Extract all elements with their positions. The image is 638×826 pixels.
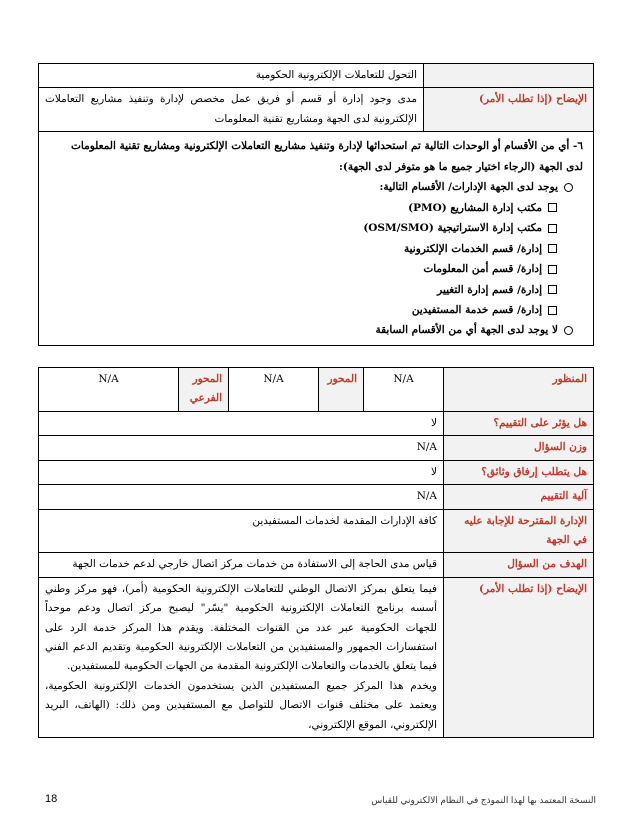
row-value: N/A (39, 436, 444, 460)
subaxis-value: N/A (39, 368, 179, 412)
row-value: لا (39, 411, 444, 435)
question-metadata-table (38, 367, 594, 738)
row-label: آلية التقييم (444, 485, 594, 509)
explanation-label: الإيضاح (إذا تطلب الأمر) (424, 88, 594, 132)
explanation-value: مدى وجود إدارة أو قسم أو فريق عمل مخصص لإدارة وتنفيذ مشاريع التعاملات الإلكترونية لدى الجهة ومشاريع تقنية المعلومات (39, 88, 424, 132)
perspective-value: N/A (364, 368, 444, 412)
axis-label: المحور (319, 368, 364, 412)
sub-option-label: إدارة/ قسم الخدمات الإلكترونية (403, 242, 542, 255)
sub-option-label: مكتب إدارة المشاريع (PMO) (408, 201, 542, 214)
row-value: N/A (39, 485, 444, 509)
option-exists-label: يوجد لدى الجهة الإدارات/ الأقسام التالية: (379, 181, 558, 194)
option-none-label: لا يوجد لدى الجهة أي من الأقسام السابقة (375, 324, 558, 337)
row-label: وزن السؤال (444, 436, 594, 460)
option-none[interactable] (49, 320, 583, 340)
explanation-value (39, 577, 444, 737)
sub-option-label: إدارة/ قسم إدارة التغيير (437, 283, 542, 296)
sub-option-label: مكتب إدارة الاستراتيجية (OSM/SMO) (363, 222, 542, 235)
sub-option-label: إدارة/ قسم أمن المعلومات (423, 263, 542, 276)
explanation-label: الإيضاح (إذا تطلب الأمر) (444, 577, 594, 737)
table-row (39, 436, 594, 460)
table-row (39, 411, 594, 435)
table-row (39, 368, 594, 412)
subaxis-label: المحور الفرعي (179, 368, 229, 412)
sub-option[interactable] (49, 259, 583, 279)
question-cell (39, 132, 594, 346)
option-exists[interactable] (49, 177, 583, 197)
row-value: التحول للتعاملات الإلكترونية الحكومية (39, 64, 424, 88)
table-row (39, 485, 594, 509)
table-row (39, 460, 594, 484)
checkbox-icon[interactable] (548, 306, 557, 315)
axis-value: N/A (229, 368, 319, 412)
table-row (39, 88, 594, 132)
radio-circle-icon[interactable] (564, 183, 573, 192)
sub-option[interactable] (49, 198, 583, 218)
sub-option[interactable] (49, 239, 583, 259)
question-text-line1: ٦- أي من الأقسام أو الوحدات التالية تم استحداثها لإدارة وتنفيذ مشاريع التعاملات الإلكترونية ومشاريع تقنية المعلومات (71, 140, 583, 153)
row-label: هل يؤثر على التقييم؟ (444, 411, 594, 435)
page-number: 18 (45, 793, 58, 805)
checkbox-icon[interactable] (548, 244, 557, 253)
table-row (39, 509, 594, 553)
checkbox-icon[interactable] (548, 265, 557, 274)
question-table-top (38, 63, 594, 346)
page-footer (0, 793, 638, 809)
sub-option-label: إدارة/ قسم خدمة المستفيدين (411, 304, 542, 317)
row-value: كافة الإدارات المقدمة لخدمات المستفيدين (39, 509, 444, 553)
sub-option[interactable] (49, 280, 583, 300)
row-value: قياس مدى الحاجة إلى الاستفادة من خدمات مركز اتصال خارجي لدعم خدمات الجهة (39, 553, 444, 577)
checkbox-icon[interactable] (548, 224, 557, 233)
row-label-empty (424, 64, 594, 88)
row-label: الهدف من السؤال (444, 553, 594, 577)
radio-circle-icon[interactable] (564, 326, 573, 335)
table-row (39, 64, 594, 88)
perspective-label: المنظور (444, 368, 594, 412)
checkbox-icon[interactable] (548, 285, 557, 294)
checkbox-icon[interactable] (548, 203, 557, 212)
row-label: الإدارة المقترحة للإجابة عليه في الجهة (444, 509, 594, 553)
table-row (39, 553, 594, 577)
question-text-line2: لدى الجهة (الرجاء اختيار جميع ما هو متوفر لدى الجهة): (339, 160, 583, 173)
sub-option[interactable] (49, 218, 583, 238)
sub-option[interactable] (49, 300, 583, 320)
row-value: لا (39, 460, 444, 484)
table-row (39, 577, 594, 737)
row-label: هل يتطلب إرفاق وثائق؟ (444, 460, 594, 484)
footer-text: النسخة المعتمد بها لهذا النموذج في النظام الالكتروني للقياس (371, 795, 596, 805)
explanation-paragraph: ويخدم هذا المركز جميع المستفيدين الذين يستخدمون الخدمات الإلكترونية الحكومية، ويعتمد على مختلف قنوات الاتصال للتواصل مع المستفيدين ومن ذلك: (الهاتف، البريد الإلكتروني، الموقع الإلكتروني، (45, 679, 437, 731)
explanation-paragraph: فيما يتعلق بمركز الاتصال الوطني للتعاملات الإلكترونية الحكومية (أمر)، فهو مركز وطني أسسه برنامج التعاملات الإلكترونية الحكومية "يسّر" ليصبح مركز اتصال ودعم موحداً للجهات الحكومية عبر عدد من القنوات المختلفة. ويقدم هذا المركز خدمة الرد على استفسارات الجمهور والمستفيدين من التعاملات الإلكترونية الحكومية وتقديم الدعم الفني فيما يتعلق بالخدمات والتعاملات الإلكترونية المقدمة من الجهات الحكومية للمستفيدين. (45, 582, 437, 673)
question-row (39, 132, 594, 346)
